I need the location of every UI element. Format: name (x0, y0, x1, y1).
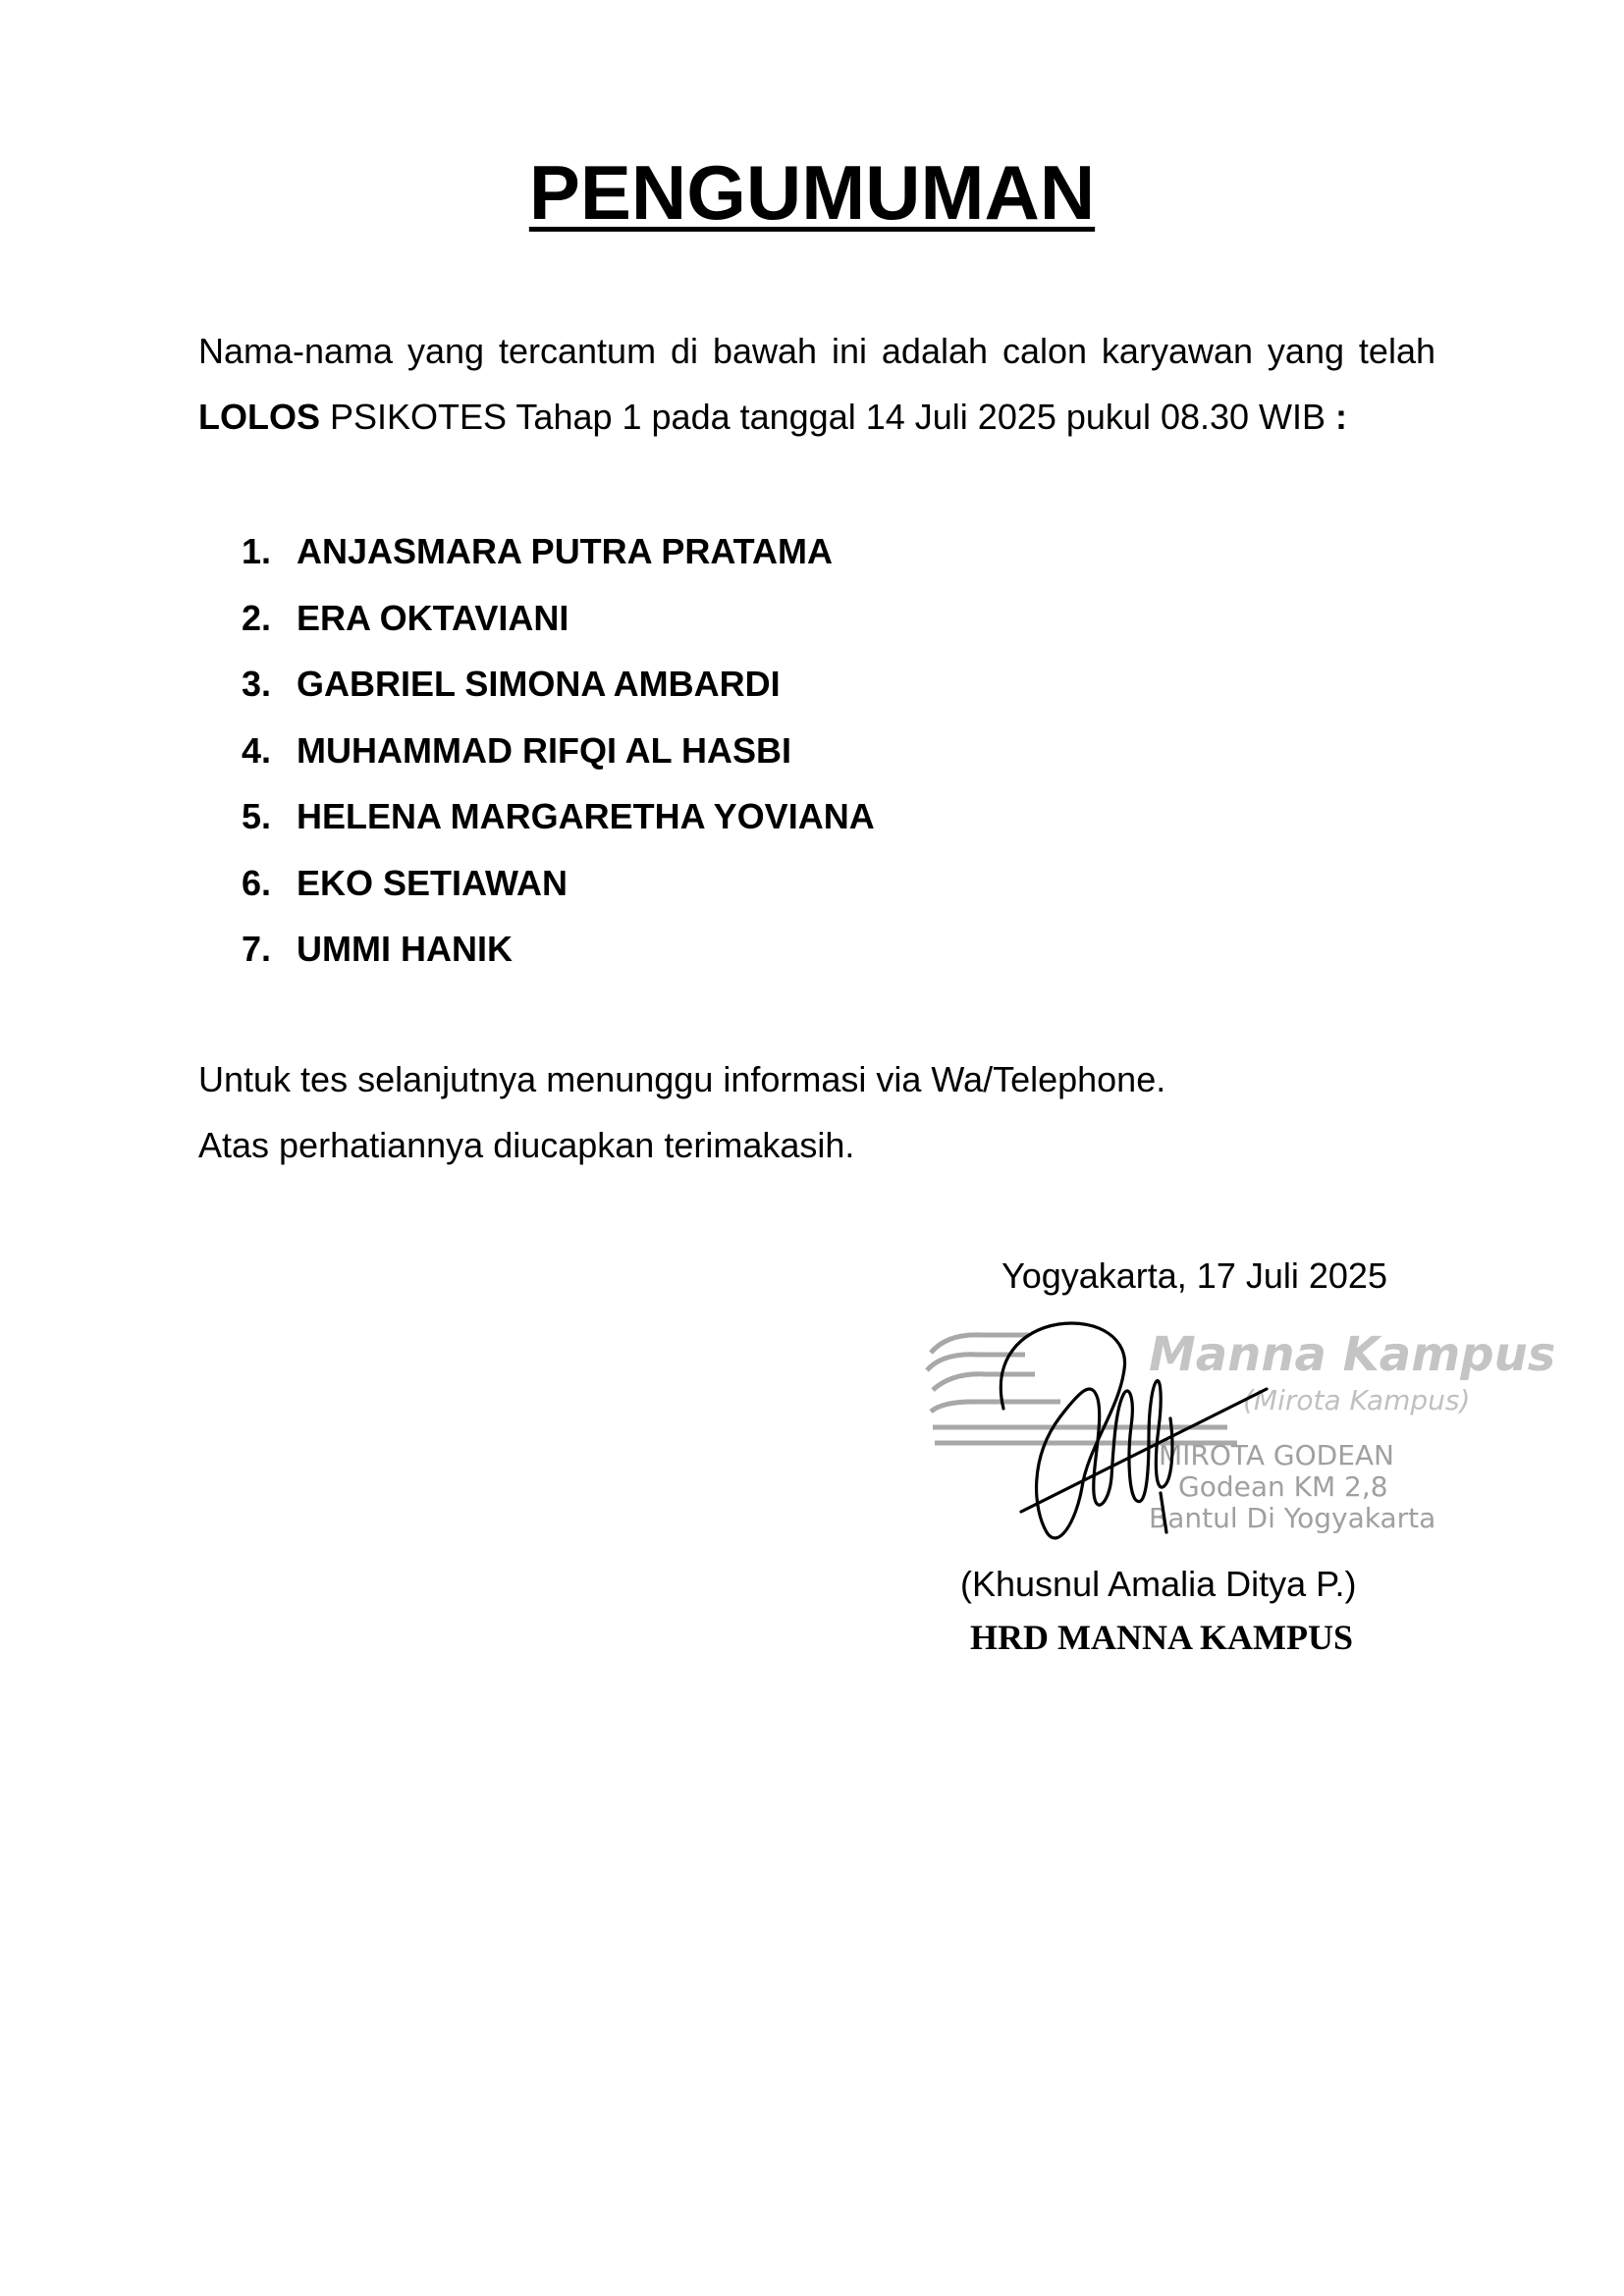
company-name: HRD MANNA KAMPUS (970, 1618, 1353, 1657)
list-item-number: 7. (242, 929, 272, 969)
list-item (242, 585, 875, 652)
signer-name: (Khusnul Amalia Ditya P.) (960, 1564, 1357, 1604)
list-item-name: HELENA MARGARETHA YOVIANA (297, 796, 875, 836)
list-item (242, 718, 875, 784)
intro-bold-word: LOLOS (198, 397, 320, 437)
announcement-title-text: PENGUMUMAN (528, 149, 1096, 236)
list-item-name: MUHAMMAD RIFQI AL HASBI (297, 729, 791, 771)
list-item-number: 6. (242, 862, 272, 903)
intro-paragraph (198, 318, 1435, 450)
stamp-line-2: Godean KM 2,8 (1178, 1470, 1388, 1503)
list-item (242, 916, 875, 983)
candidate-list (242, 518, 875, 983)
list-item-name: UMMI HANIK (297, 929, 513, 969)
signature (982, 1301, 1306, 1546)
closing-paragraph (198, 1046, 1165, 1178)
stamp-brand: Manna Kampus (1149, 1327, 1556, 1382)
intro-colon: : (1335, 397, 1348, 437)
announcement-title (0, 145, 1624, 240)
list-item-name: EKO SETIAWAN (297, 862, 568, 903)
intro-text-2: PSIKOTES Tahap 1 pada tanggal 14 Juli 2025 pukul 08.30 WIB (330, 397, 1326, 437)
intro-text-1: Nama-nama yang tercantum di bawah ini adalah calon karyawan yang telah (198, 331, 1435, 371)
place-date: Yogyakarta, 17 Juli 2025 (1001, 1255, 1387, 1296)
stamp-line-1: MIROTA GODEAN (1159, 1439, 1394, 1471)
list-item (242, 850, 875, 917)
stamp-sub: (Mirota Kampus) (1243, 1384, 1471, 1416)
closing-line-2: Atas perhatiannya diucapkan terimakasih. (198, 1125, 855, 1165)
stamp-line-3: Bantul Di Yogyakarta (1149, 1502, 1436, 1534)
closing-line-1: Untuk tes selanjutnya menunggu informasi via Wa/Telephone. (198, 1059, 1166, 1099)
list-item-name: ANJASMARA PUTRA PRATAMA (297, 531, 833, 571)
list-item (242, 518, 875, 585)
list-item-number: 5. (242, 796, 272, 836)
list-item-name: ERA OKTAVIANI (297, 597, 569, 638)
list-item-name: GABRIEL SIMONA AMBARDI (297, 664, 781, 704)
list-item-number: 3. (242, 664, 272, 704)
list-item-number: 1. (242, 531, 272, 571)
list-item (242, 783, 875, 850)
list-item-number: 2. (242, 597, 272, 638)
list-item (242, 651, 875, 718)
list-item-number: 4. (242, 729, 272, 771)
